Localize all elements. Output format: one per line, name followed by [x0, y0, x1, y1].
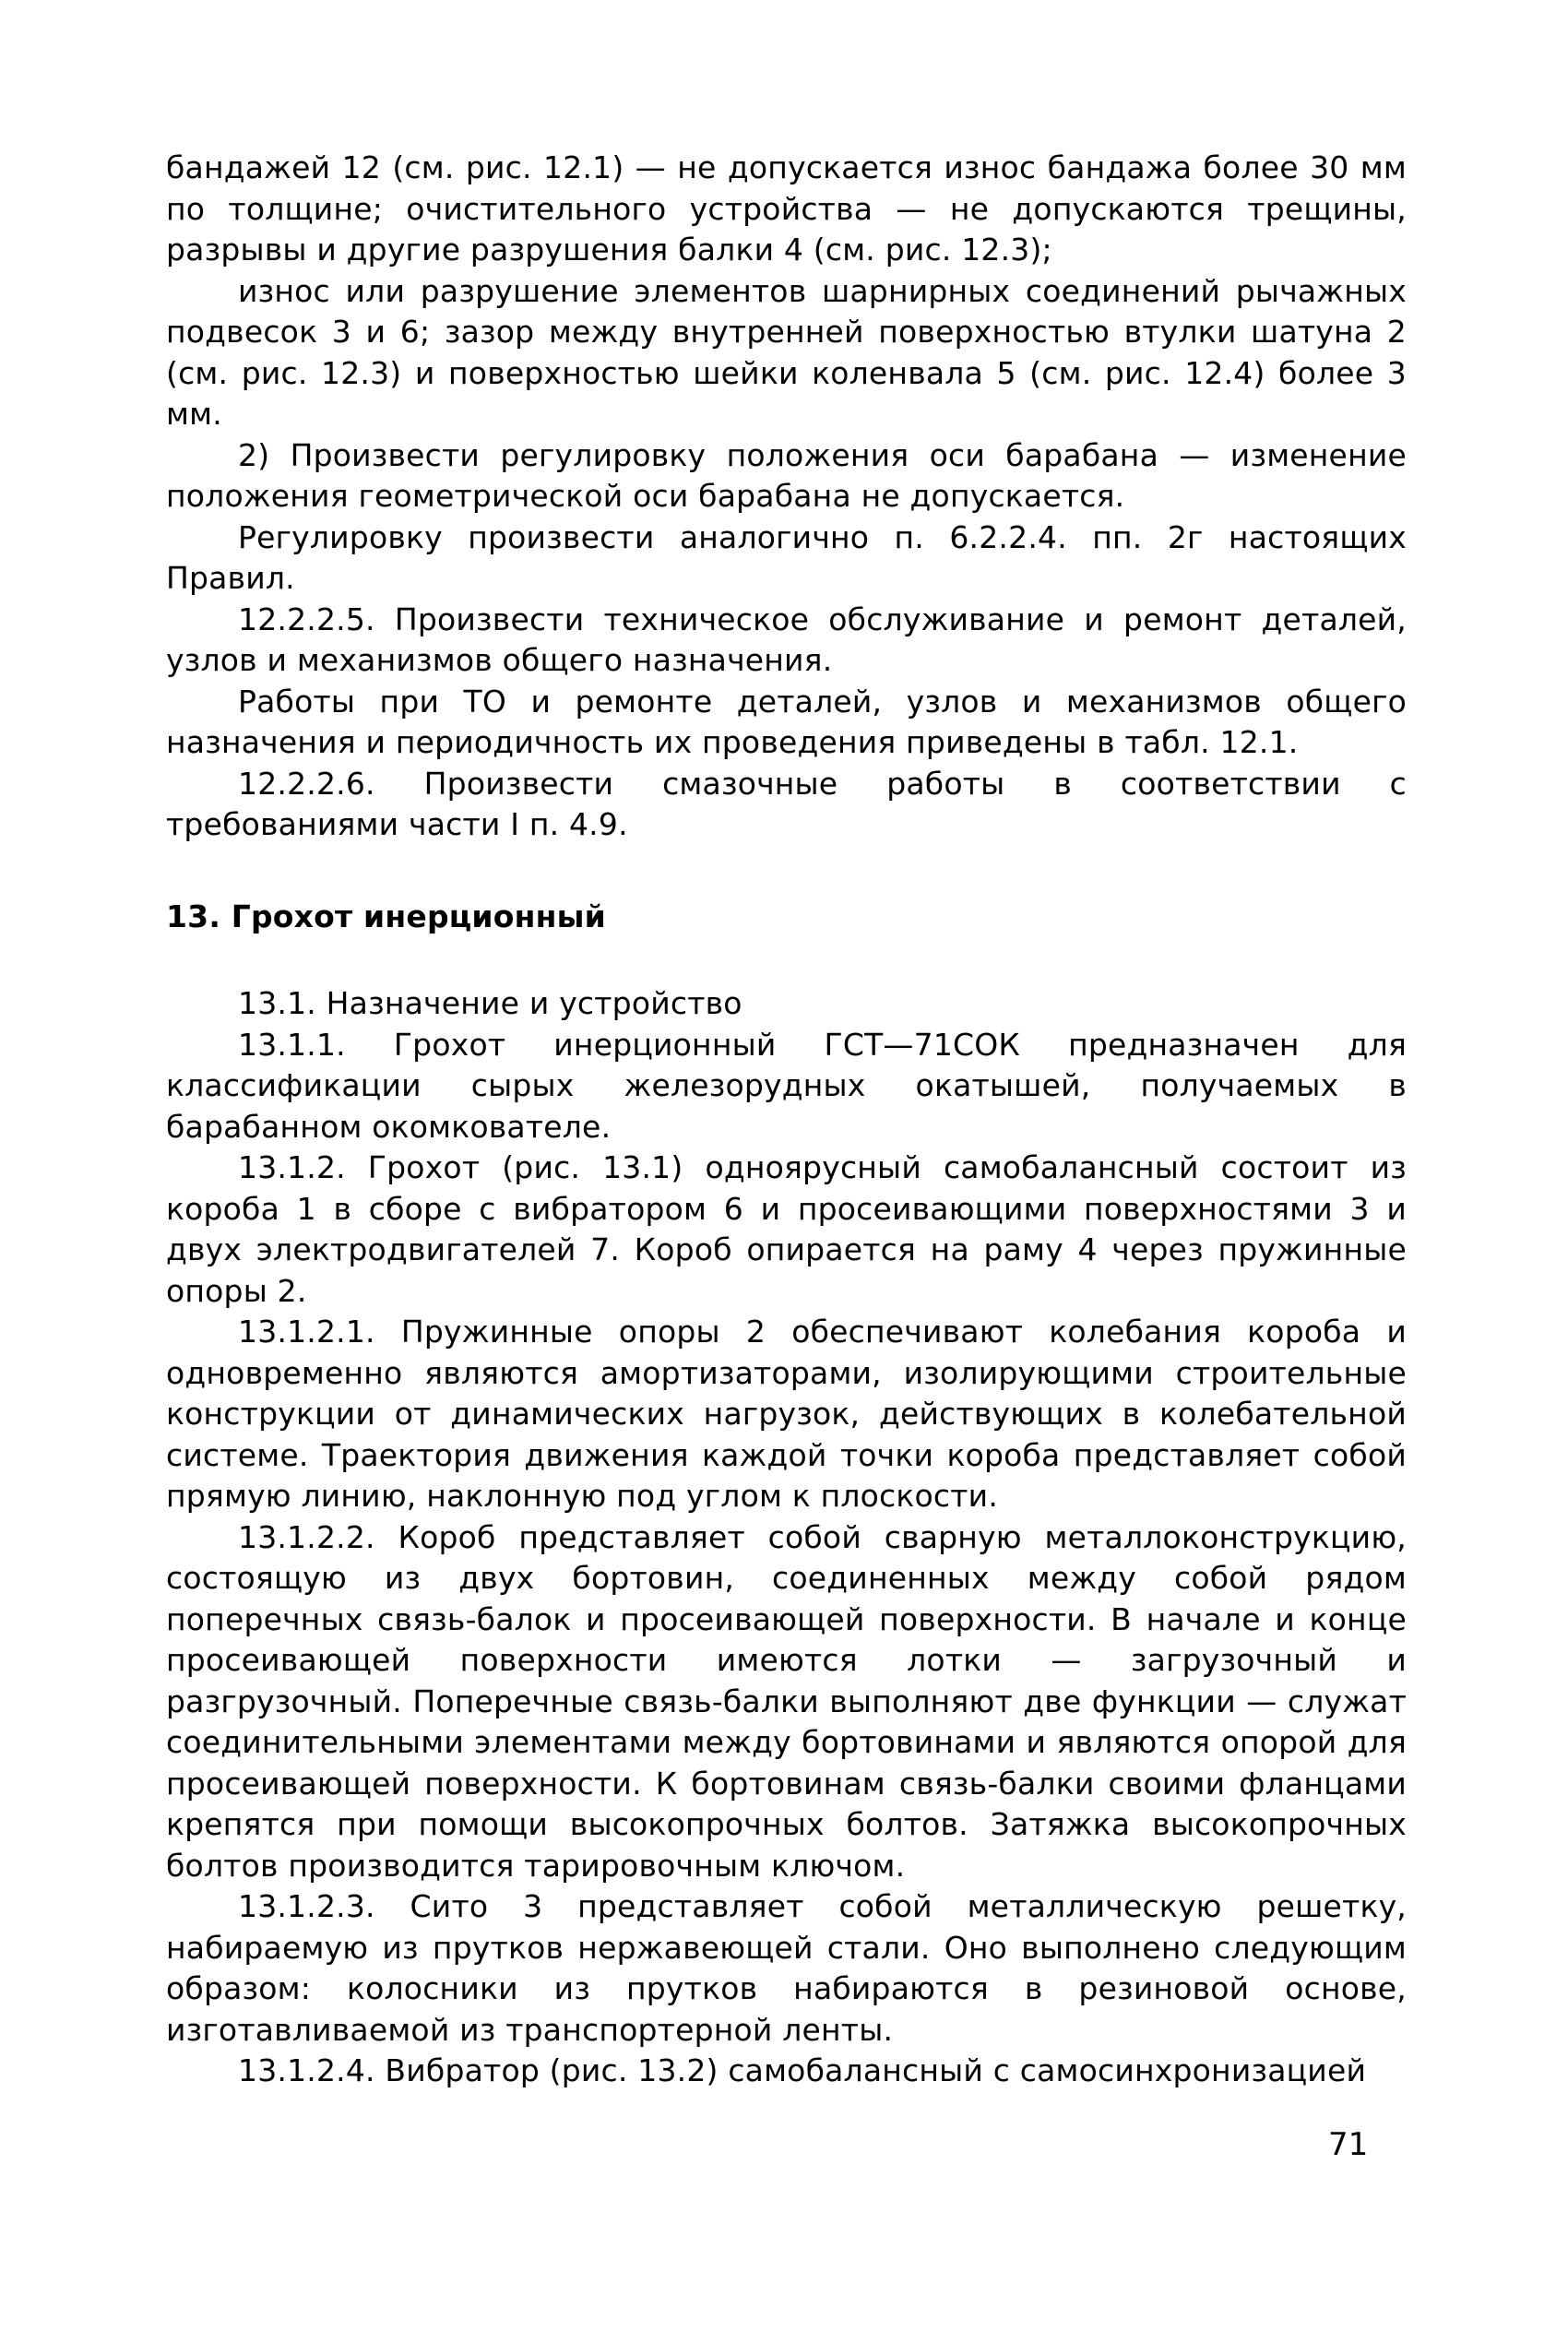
body-paragraph: 13.1.2. Грохот (рис. 13.1) одноярусный самобалансный состоит из короба 1 в сборе с вибратором 6 и просеивающими поверхностями 3 и двух электродвигателей 7. Короб опирается на раму 4 через пружинные опоры 2.: [166, 1149, 1407, 1309]
body-paragraph: 13.1.2.1. Пружинные опоры 2 обеспечивают колебания короба и одновременно являются амортизаторами, изолирующими строительные конструкции от динамических нагрузок, действующих в колебательной системе. Траектория движения каждой точки короба представляет собой прямую линию, наклонную под углом к плоскости.: [166, 1314, 1407, 1514]
body-paragraph: Регулировку произвести аналогично п. 6.2.2.4. пп. 2г настоящих Правил.: [166, 518, 1407, 596]
body-paragraph: 2) Произвести регулировку положения оси барабана — изменение положения геометрической оси барабана не допускается.: [166, 436, 1407, 514]
body-paragraph: 13.1.2.3. Сито 3 представляет собой металлическую решетку, набираемую из прутков нержавеющей стали. Оно выполнено следующим образом: колосники из прутков набираются в резиновой основе, изготавливаемой из транспортерной ленты.: [166, 1888, 1407, 2048]
body-paragraph: 12.2.2.5. Произвести техническое обслуживание и ремонт деталей, узлов и механизмов общего назначения.: [166, 601, 1407, 678]
body-paragraph: бандажей 12 (см. рис. 12.1) — не допускается износ бандажа более 30 мм по толщине; очистительного устройства — не допускаются трещины, разрывы и другие разрушения балки 4 (см. рис. 12.3);: [166, 149, 1407, 268]
body-paragraph: 13.1.2.2. Короб представляет собой сварную металлоконструкцию, состоящую из двух бортовин, соединенных между собой рядом поперечных связь-балок и просеивающей поверхности. В начале и конце просеивающей поверхности имеются лотки — загрузочный и разгрузочный. Поперечные связь-балки выполняют две функции — служат соединительными элементами между бортовинами и являются опорой для просеивающей поверхности. К бортовинам связь-балки своими фланцами крепятся при помощи высокопрочных болтов. Затяжка высокопрочных болтов производится тарировочным ключом.: [166, 1518, 1407, 1884]
body-paragraph: 12.2.2.6. Произвести смазочные работы в соответствии с требованиями части I п. 4.9.: [166, 765, 1407, 842]
page-number: 71: [1328, 2126, 1369, 2163]
body-paragraph: Работы при ТО и ремонте деталей, узлов и механизмов общего назначения и периодичность их проведения приведены в табл. 12.1.: [166, 683, 1407, 760]
document-page: [166, 148, 1407, 2092]
body-paragraph: 13.1.1. Грохот инерционный ГСТ—71СОК предназначен для классификации сырых железорудных окатышей, получаемых в барабанном окомкователе.: [166, 1026, 1407, 1145]
body-paragraph: износ или разрушение элементов шарнирных соединений рычажных подвесок 3 и 6; зазор между внутренней поверхностью втулки шатуна 2 (см. рис. 12.3) и поверхностью шейки коленвала 5 (см. рис. 12.4) более 3 мм.: [166, 272, 1407, 432]
body-paragraph: 13.1.2.4. Вибратор (рис. 13.2) самобалансный с самосинхронизацией: [238, 2052, 1367, 2088]
subsection-title: 13.1. Назначение и устройство: [238, 985, 742, 1021]
section-heading: 13. Грохот инерционный: [166, 898, 606, 934]
